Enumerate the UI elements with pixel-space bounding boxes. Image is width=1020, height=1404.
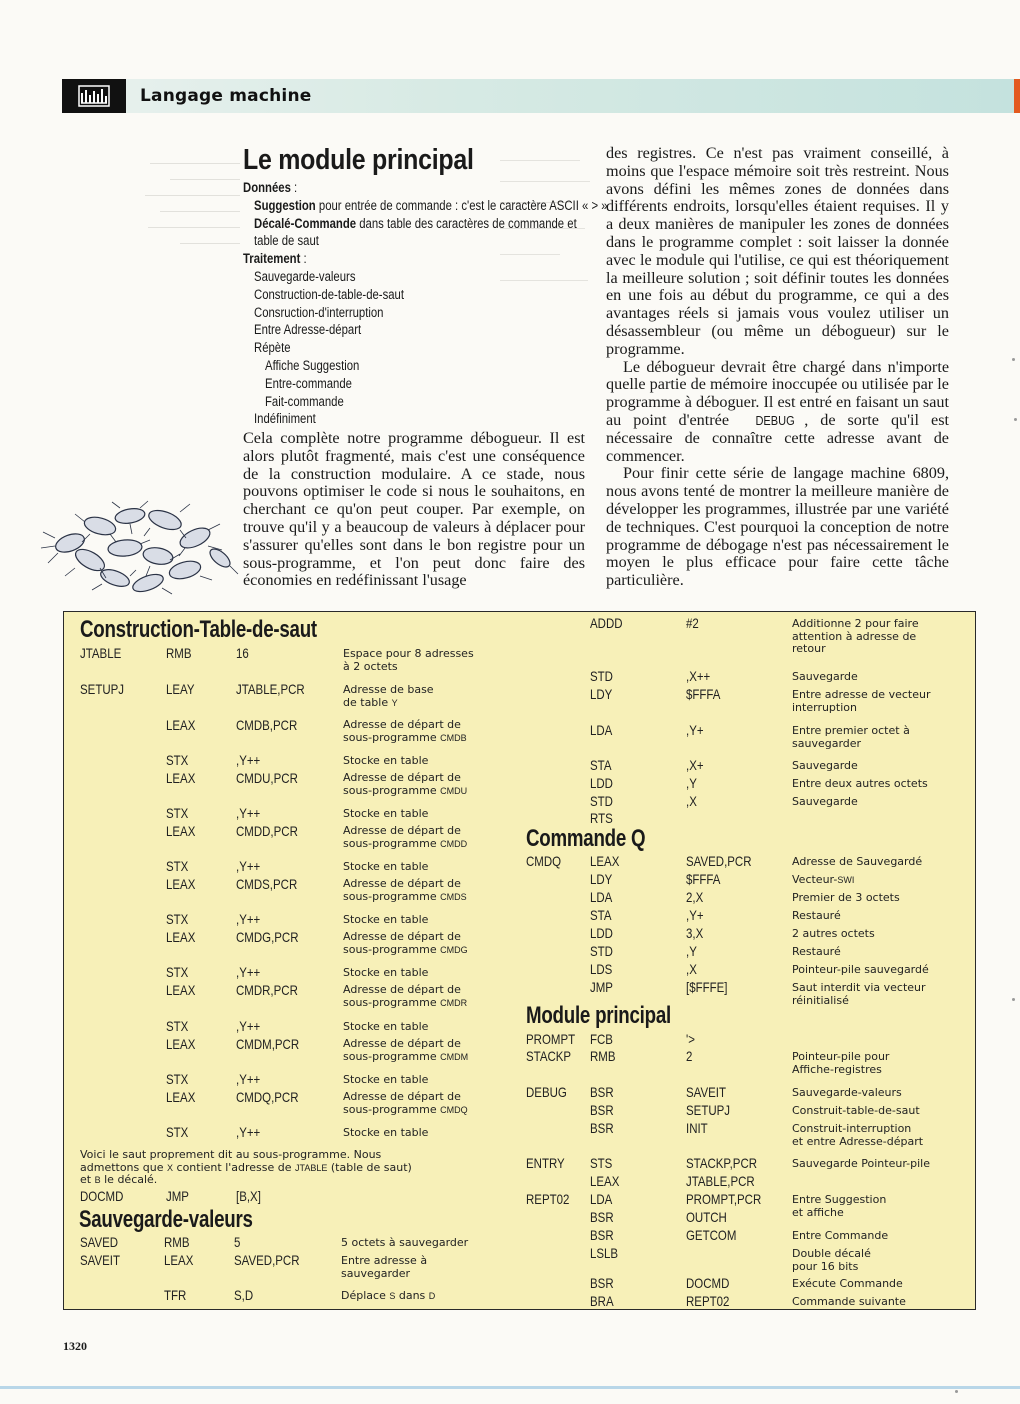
code-operand: 5 bbox=[234, 1234, 241, 1250]
bottom-rule bbox=[0, 1386, 1020, 1389]
right-paragraph-1: des registres. Ce n'est pas vraiment conseillé, à moins que l'espace mémoire soit très restreint. Nous avons défini les mêmes zones de données dans différents endroits, lorsqu'elles étaient requises. Il y a deux manières de manipuler les zones de données dans le programme complet : soit laisser la donnée avec le module qui l'utilise, ce qui est théoriquement la meilleure solution ; soit définir toutes les données en une fois au début du programme, ce qui a des avantages réels si jamais vous voulez utiliser un désassembleur (ou même un débogueur) sur le programme. bbox=[606, 144, 949, 358]
code-opcode: RMB bbox=[590, 1048, 616, 1064]
code-operand: $FFFA bbox=[686, 871, 721, 887]
code-operand: ,Y+ bbox=[686, 907, 704, 923]
pseudo-code-text: Sauvegarde-valeurs bbox=[254, 268, 356, 284]
speck bbox=[1012, 998, 1015, 1001]
code-comment: Saut interdit via vecteur réinitialisé bbox=[792, 981, 926, 1007]
code-operand: SAVED,PCR bbox=[686, 853, 752, 869]
code-opcode: LDA bbox=[590, 1191, 613, 1207]
series-logo-icon bbox=[62, 79, 126, 113]
code-opcode: STA bbox=[590, 907, 612, 923]
code-comment: Adresse de départ de sous-programme CMDG bbox=[343, 930, 468, 956]
code-opcode: LDD bbox=[590, 925, 613, 941]
code-comment: Construit-interruption et entre Adresse-départ bbox=[792, 1122, 924, 1148]
code-opcode: RMB bbox=[164, 1234, 190, 1250]
code-label: PROMPT bbox=[526, 1031, 576, 1047]
code-opcode: TFR bbox=[164, 1287, 187, 1303]
code-operand: STACKP,PCR bbox=[686, 1155, 758, 1171]
code-operand: SAVEIT bbox=[686, 1084, 726, 1100]
register-token: B bbox=[94, 1175, 101, 1185]
code-operand: ,Y++ bbox=[236, 858, 261, 874]
code-comment: Sauvegarde bbox=[792, 759, 858, 772]
right-paragraph-2 bbox=[606, 359, 949, 466]
code-comment: Sauvegarde bbox=[792, 670, 858, 683]
code-operand: ,Y bbox=[686, 943, 697, 959]
code-comment: Entre adresse à sauvegarder bbox=[341, 1254, 428, 1280]
code-opcode: LEAX bbox=[164, 1252, 194, 1268]
pseudo-code-text: : bbox=[300, 251, 307, 267]
code-operand: CMDU,PCR bbox=[236, 770, 298, 786]
code-opcode: LEAX bbox=[166, 876, 196, 892]
right-paragraph-3: Pour finir cette série de langage machine 6809, nous avons tenté de montrer la meilleure manière de développer les programmes, illustrée par une variété de techniques. C'est pourquoi la conception de notre programme de débogage n'est pas nécessairement le moyen le plus efficace pour faire cette tâche particulière. bbox=[606, 464, 949, 590]
code-comment: Stocke en table bbox=[343, 1073, 429, 1086]
code-comment: Pointeur-pile sauvegardé bbox=[792, 963, 929, 976]
code-operand: SETUPJ bbox=[686, 1102, 731, 1118]
code-comment: Adresse de départ de sous-programme CMDB bbox=[343, 718, 467, 744]
pseudo-code-keyword: Traitement bbox=[243, 251, 301, 267]
code-comment: Vecteur-SWI bbox=[792, 873, 855, 886]
register-token: CMDM bbox=[440, 1051, 469, 1062]
code-opcode: LEAX bbox=[166, 982, 196, 998]
code-operand: ,Y++ bbox=[236, 1018, 261, 1034]
code-opcode: LDY bbox=[590, 686, 613, 702]
register-token: Y bbox=[391, 697, 398, 708]
code-opcode: STD bbox=[590, 793, 613, 809]
code-operand: S,D bbox=[234, 1287, 254, 1303]
code-operand: CMDS,PCR bbox=[236, 876, 298, 892]
speck bbox=[1012, 358, 1015, 361]
code-label: SETUPJ bbox=[80, 681, 125, 697]
code-opcode: ADDD bbox=[590, 615, 623, 631]
code-comment: Stocke en table bbox=[343, 860, 429, 873]
register-token: CMDG bbox=[440, 944, 468, 955]
code-comment: Adresse de départ de sous-programme CMDM bbox=[343, 1037, 469, 1063]
code-comment: Adresse de départ de sous-programme CMDU bbox=[343, 771, 468, 797]
left-column-paragraph: Cela complète notre programme débogueur. Il est alors plutôt fragmenté, mais c'est une conséquence de la construction modulaire. A ce stade, nous pouvons optimiser le code si nous le souhaitons, en cherchant ce qu'on peut couper. Par exemple, on trouve qu'il y a beaucoup de valeurs à déplacer pour s'assurer qu'elles sont dans le bon registre pour un sous-programme, et l'on peut donc faire des économies en redéfinissant l'usage bbox=[243, 429, 585, 590]
pseudo-code-line bbox=[254, 268, 608, 286]
pseudo-code-line bbox=[254, 410, 608, 428]
code-opcode: LEAX bbox=[166, 770, 196, 786]
register-token: CMDQ bbox=[440, 1104, 468, 1115]
code-comment: Sauvegarde Pointeur-pile bbox=[792, 1157, 931, 1170]
code-label: SAVED bbox=[80, 1234, 119, 1250]
code-comment: Premier de 3 octets bbox=[792, 891, 900, 904]
code-opcode: LEAX bbox=[590, 853, 620, 869]
code-opcode: BSR bbox=[590, 1275, 614, 1291]
code-label: STACKP bbox=[526, 1048, 572, 1064]
right-paragraph-2-part-b: , de sorte qu'il est nécessaire de connaître cette adresse avant de commencer. bbox=[606, 410, 949, 465]
code-opcode: LEAX bbox=[166, 823, 196, 839]
pseudo-code-keyword: Données bbox=[243, 180, 291, 195]
code-operand: ,Y++ bbox=[236, 911, 261, 927]
code-label: REPT02 bbox=[526, 1191, 570, 1207]
code-opcode: LEAY bbox=[166, 681, 195, 697]
code-operand: ,Y++ bbox=[236, 964, 261, 980]
section-title-saveit: Sauvegarde-valeurs bbox=[79, 1206, 253, 1233]
code-comment: Adresse de départ de sous-programme CMDR bbox=[343, 983, 468, 1009]
pseudo-code-text: : bbox=[290, 180, 298, 195]
code-operand: GETCOM bbox=[686, 1227, 737, 1243]
code-label: DOCMD bbox=[80, 1188, 124, 1204]
code-comment: Double décalé pour 16 bits bbox=[792, 1247, 871, 1273]
pseudo-code-text: Entre Adresse-départ bbox=[254, 322, 362, 338]
code-operand: #2 bbox=[686, 615, 699, 631]
code-operand: ,X++ bbox=[686, 668, 711, 684]
pseudo-code-text: dans table des caractères de commande et bbox=[356, 215, 577, 231]
code-operand: CMDR,PCR bbox=[236, 982, 298, 998]
code-operand: JTABLE,PCR bbox=[686, 1173, 755, 1189]
code-comment: Déplace S dans D bbox=[341, 1289, 436, 1302]
code-operand: JTABLE,PCR bbox=[236, 681, 305, 697]
code-comment: Entre adresse de vecteur interruption bbox=[792, 688, 931, 714]
pseudo-code-line bbox=[254, 304, 608, 322]
code-opcode: BSR bbox=[590, 1120, 614, 1136]
speck bbox=[955, 1390, 958, 1393]
code-operand: ,X+ bbox=[686, 757, 704, 773]
code-comment: Sauvegarde-valeurs bbox=[792, 1086, 902, 1099]
pseudo-code-text: table de saut bbox=[254, 233, 319, 249]
code-comment: Adresse de départ de sous-programme CMDQ bbox=[343, 1090, 468, 1116]
code-label: SAVEIT bbox=[80, 1252, 120, 1268]
code-opcode: STD bbox=[590, 943, 613, 959]
right-paragraph-2-part-a: Le débogueur devrait être chargé dans n'importe quelle partie de mémoire inoccupée ou utilisée par le programme à déboguer. Il est entré en faisant un saut au point d'entrée bbox=[606, 357, 949, 429]
register-token: S bbox=[389, 1291, 396, 1301]
pseudo-code-text: Répète bbox=[254, 340, 291, 356]
code-comment: Pointeur-pile pour Affiche-registres bbox=[792, 1050, 890, 1076]
register-token: CMDU bbox=[440, 785, 468, 796]
code-comment: Sauvegarde bbox=[792, 795, 858, 808]
code-operand: ,Y++ bbox=[236, 1124, 261, 1140]
register-token: SWI bbox=[837, 875, 855, 885]
code-opcode: BSR bbox=[590, 1209, 614, 1225]
code-comment: Additionne 2 pour faire attention à adresse de retour bbox=[792, 617, 919, 655]
code-operand: ,X bbox=[686, 961, 697, 977]
code-opcode: BSR bbox=[590, 1084, 614, 1100]
code-label: ENTRY bbox=[526, 1155, 565, 1171]
code-comment: Exécute Commande bbox=[792, 1277, 903, 1290]
register-token: CMDD bbox=[440, 838, 468, 849]
code-opcode: LDY bbox=[590, 871, 613, 887]
code-opcode: STX bbox=[166, 858, 189, 874]
code-opcode: RMB bbox=[166, 645, 192, 661]
pseudo-code-line bbox=[254, 232, 608, 250]
code-operand: PROMPT,PCR bbox=[686, 1191, 762, 1207]
code-comment: Entre Suggestion et affiche bbox=[792, 1193, 887, 1219]
section-title-main: Module principal bbox=[526, 1002, 671, 1029]
code-opcode: JMP bbox=[590, 979, 613, 995]
pseudo-code-text: Construction-de-table-de-saut bbox=[254, 286, 405, 302]
speck bbox=[1014, 418, 1017, 421]
code-comment: Adresse de base de table Y bbox=[343, 683, 434, 709]
pseudo-code-text: pour entrée de commande : c'est le caractère ASCII « > » bbox=[315, 197, 608, 213]
code-comment: Stocke en table bbox=[343, 754, 429, 767]
code-opcode: LEAX bbox=[166, 929, 196, 945]
code-comment: Entre Commande bbox=[792, 1229, 889, 1242]
code-operand: SAVED,PCR bbox=[234, 1252, 300, 1268]
article-title: Le module principal bbox=[243, 144, 474, 176]
section-title-jtable: Construction-Table-de-saut bbox=[80, 616, 317, 643]
page-edge-tab bbox=[1014, 79, 1020, 113]
pseudo-code-line bbox=[254, 286, 608, 304]
code-operand: ,Y++ bbox=[236, 805, 261, 821]
pseudo-code-text: Indéfiniment bbox=[254, 411, 316, 427]
pseudo-code-line bbox=[243, 250, 606, 268]
code-opcode: LEAX bbox=[590, 1173, 620, 1189]
pseudo-code-text: Affiche Suggestion bbox=[265, 357, 360, 373]
code-operand: ,Y+ bbox=[686, 722, 704, 738]
pseudo-code-keyword: Décalé-Commande bbox=[254, 215, 357, 231]
debug-keyword: DEBUG bbox=[755, 412, 795, 428]
code-operand: DOCMD bbox=[686, 1275, 730, 1291]
code-label: CMDQ bbox=[526, 853, 562, 869]
code-comment: Restauré bbox=[792, 909, 841, 922]
code-comment: 2 autres octets bbox=[792, 927, 875, 940]
code-opcode: BRA bbox=[590, 1293, 614, 1309]
code-operand: 2 bbox=[686, 1048, 693, 1064]
pseudo-code-text: Fait-commande bbox=[265, 393, 344, 409]
pseudo-code-text: Consruction-d'interruption bbox=[254, 304, 384, 320]
pseudo-code-line bbox=[265, 375, 609, 393]
code-opcode: STX bbox=[166, 1124, 189, 1140]
bugs-illustration bbox=[30, 498, 240, 603]
code-comment: Construit-table-de-saut bbox=[792, 1104, 920, 1117]
code-opcode: BSR bbox=[590, 1102, 614, 1118]
register-token: X bbox=[167, 1162, 174, 1173]
code-comment: Stocke en table bbox=[343, 913, 429, 926]
code-operand: [$FFFE] bbox=[686, 979, 728, 995]
code-operand: 16 bbox=[236, 645, 249, 661]
pseudo-code-line bbox=[254, 339, 608, 357]
pseudo-code-line bbox=[254, 321, 608, 339]
code-comment: Stocke en table bbox=[343, 807, 429, 820]
code-operand: ,Y++ bbox=[236, 1071, 261, 1087]
section-title: Langage machine bbox=[140, 86, 312, 106]
code-operand: '> bbox=[686, 1031, 695, 1047]
code-opcode: RTS bbox=[590, 810, 613, 826]
code-comment: Adresse de Sauvegardé bbox=[792, 855, 923, 868]
pseudo-code-keyword: Suggestion bbox=[254, 197, 316, 213]
code-operand: INIT bbox=[686, 1120, 708, 1136]
register-token: CMDR bbox=[440, 997, 468, 1008]
code-opcode: LEAX bbox=[166, 1036, 196, 1052]
code-operand: CMDQ,PCR bbox=[236, 1089, 299, 1105]
code-comment: Stocke en table bbox=[343, 1020, 429, 1033]
code-operand: ,Y bbox=[686, 775, 697, 791]
code-comment: Commande suivante bbox=[792, 1295, 906, 1308]
code-opcode: LEAX bbox=[166, 717, 196, 733]
code-label: JTABLE bbox=[80, 645, 122, 661]
register-token: CMDS bbox=[440, 891, 467, 902]
bleed-through-text bbox=[130, 148, 240, 244]
code-opcode: STX bbox=[166, 1071, 189, 1087]
code-comment: Adresse de départ de sous-programme CMDS bbox=[343, 877, 467, 903]
code-opcode: LDA bbox=[590, 722, 613, 738]
code-comment: 5 octets à sauvegarder bbox=[341, 1236, 469, 1249]
code-comment: Entre deux autres octets bbox=[792, 777, 928, 790]
pseudo-code-line bbox=[254, 215, 608, 233]
code-comment: Espace pour 8 adresses à 2 octets bbox=[343, 647, 474, 673]
code-operand: CMDG,PCR bbox=[236, 929, 299, 945]
pseudo-code-line bbox=[254, 197, 608, 215]
code-opcode: STX bbox=[166, 964, 189, 980]
code-opcode: STX bbox=[166, 1018, 189, 1034]
pseudo-code-text: Entre-commande bbox=[265, 375, 352, 391]
code-comment: Entre premier octet à sauvegarder bbox=[792, 724, 910, 750]
code-opcode: STX bbox=[166, 752, 189, 768]
code-comment: Stocke en table bbox=[343, 966, 429, 979]
code-comment: Adresse de départ de sous-programme CMDD bbox=[343, 824, 468, 850]
code-opcode: LEAX bbox=[166, 1089, 196, 1105]
code-operand: [B,X] bbox=[236, 1188, 261, 1204]
code-operand: ,X bbox=[686, 793, 697, 809]
register-token: JTABLE bbox=[295, 1162, 328, 1173]
code-operand: $FFFA bbox=[686, 686, 721, 702]
code-comment: Restauré bbox=[792, 945, 841, 958]
code-operand: CMDM,PCR bbox=[236, 1036, 300, 1052]
code-opcode: FCB bbox=[590, 1031, 613, 1047]
register-token: D bbox=[428, 1291, 436, 1301]
code-opcode: LDS bbox=[590, 961, 613, 977]
code-opcode: STD bbox=[590, 668, 613, 684]
code-operand: 3,X bbox=[686, 925, 704, 941]
code-operand: CMDB,PCR bbox=[236, 717, 298, 733]
code-opcode: LSLB bbox=[590, 1245, 619, 1261]
pseudo-code-line bbox=[243, 179, 606, 197]
code-opcode: STX bbox=[166, 805, 189, 821]
section-title-cmdq: Commande Q bbox=[526, 825, 646, 852]
code-operand: 2,X bbox=[686, 889, 704, 905]
code-opcode: STS bbox=[590, 1155, 613, 1171]
code-operand: ,Y++ bbox=[236, 752, 261, 768]
page-number: 1320 bbox=[63, 1339, 87, 1353]
pseudo-code-line bbox=[265, 357, 609, 375]
code-opcode: STX bbox=[166, 911, 189, 927]
code-operand: CMDD,PCR bbox=[236, 823, 298, 839]
code-opcode: LDD bbox=[590, 775, 613, 791]
right-column-text bbox=[606, 145, 949, 590]
code-opcode: STA bbox=[590, 757, 612, 773]
code-operand: OUTCH bbox=[686, 1209, 727, 1225]
code-operand: REPT02 bbox=[686, 1293, 730, 1309]
code-note: Voici le saut proprement dit au sous-programme. Nous admettons que X contient l'adresse de JTABLE (table de saut) et B le décalé. bbox=[80, 1148, 412, 1186]
code-comment: Stocke en table bbox=[343, 1126, 429, 1139]
code-opcode: JMP bbox=[166, 1188, 189, 1204]
code-opcode: LDA bbox=[590, 889, 613, 905]
code-opcode: BSR bbox=[590, 1227, 614, 1243]
pseudo-code-line bbox=[265, 393, 609, 411]
code-label: DEBUG bbox=[526, 1084, 567, 1100]
register-token: CMDB bbox=[440, 732, 467, 743]
